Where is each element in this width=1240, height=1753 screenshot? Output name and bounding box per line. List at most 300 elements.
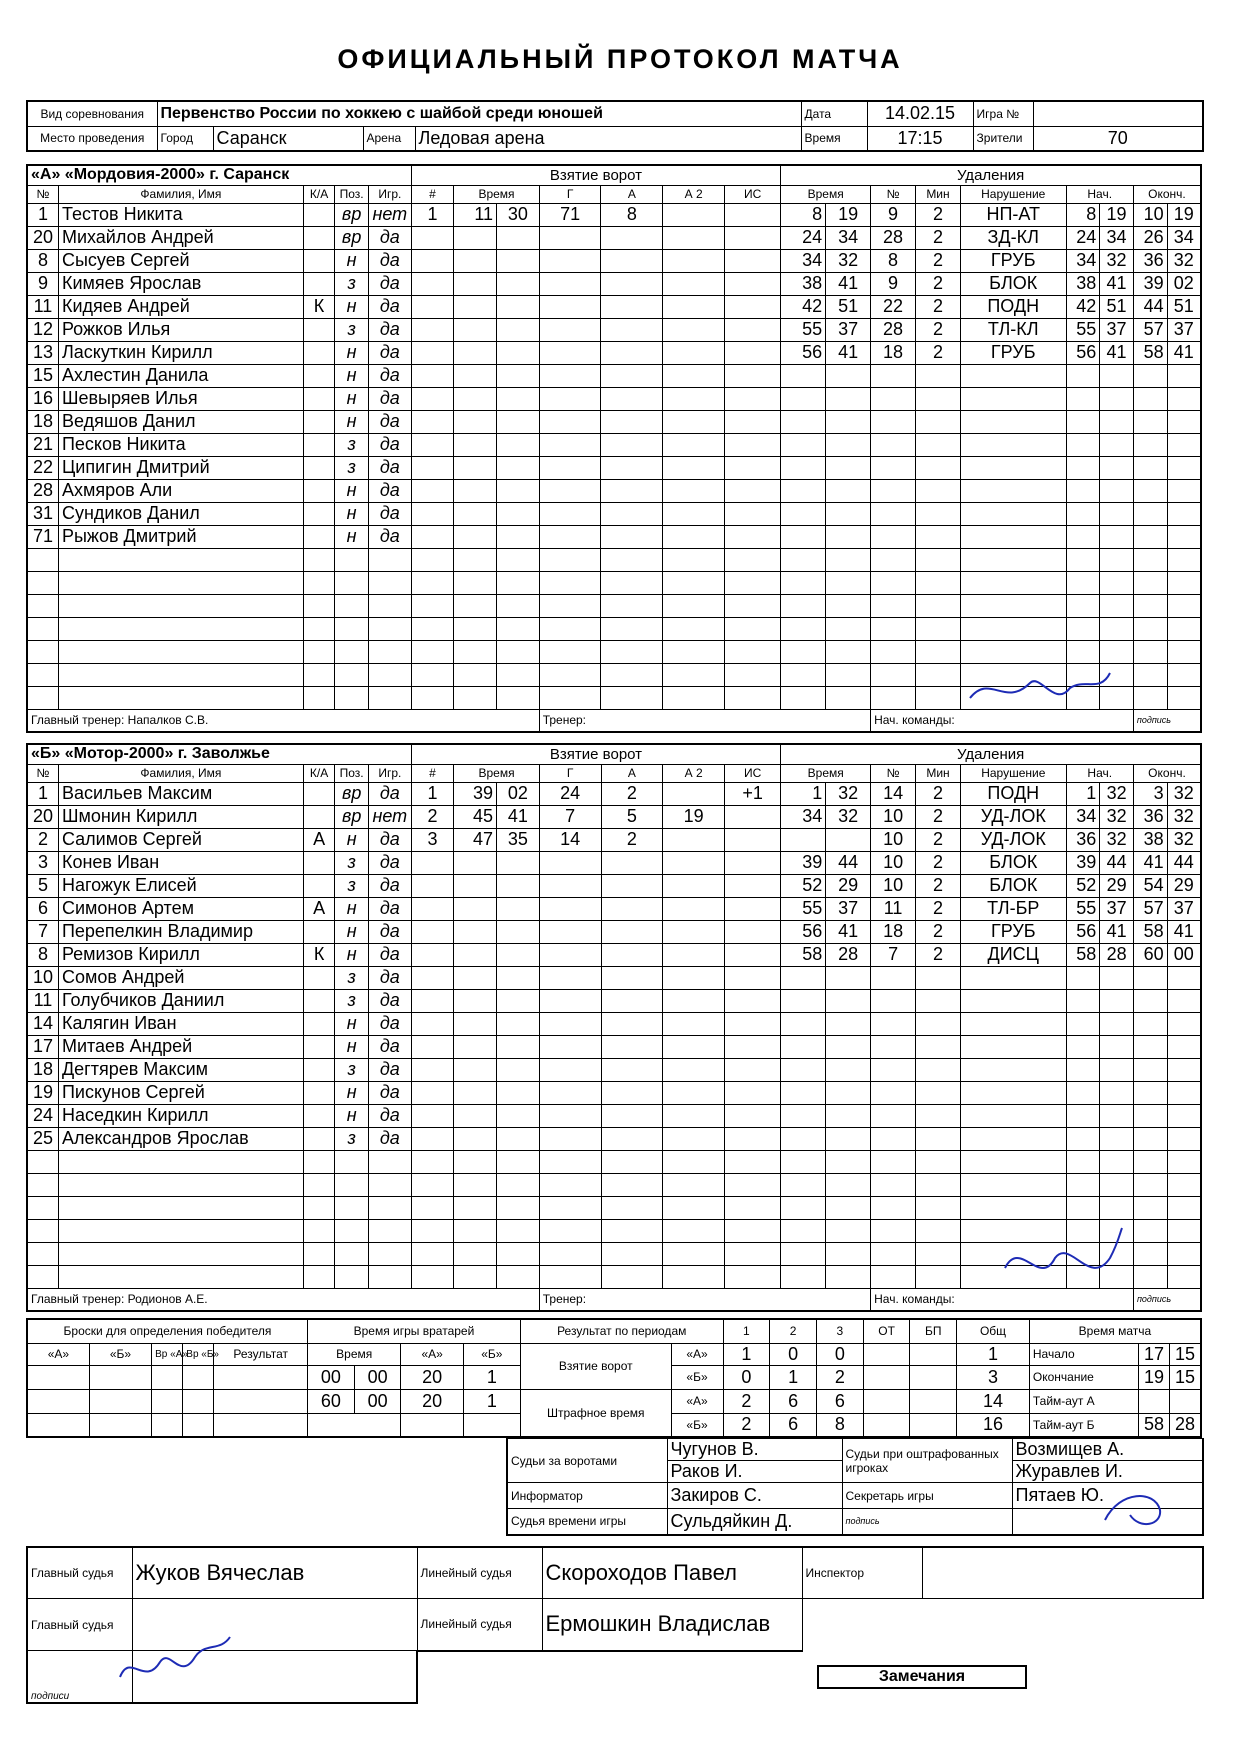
- penalty-infraction: ПОДН: [960, 782, 1066, 805]
- penalty-second: 51: [826, 295, 871, 318]
- competition-label: Вид соревнования: [27, 101, 157, 126]
- goals-a-p1: 1: [723, 1343, 770, 1365]
- player-number: 14: [27, 1012, 58, 1035]
- player-number: 9: [27, 272, 58, 295]
- player-captain: К: [303, 943, 334, 966]
- penalty-start-sec: 32: [1100, 805, 1134, 828]
- penalty-second: 32: [826, 249, 871, 272]
- referee-signature: [110, 1632, 240, 1697]
- player-played: да: [368, 943, 411, 966]
- player-position: з: [335, 456, 369, 479]
- penalty-start-min: 36: [1066, 828, 1100, 851]
- player-number: 1: [27, 782, 58, 805]
- penalty-end-sec: 37: [1167, 897, 1201, 920]
- penalty-end-sec: 41: [1167, 920, 1201, 943]
- player-position: н: [335, 1081, 369, 1104]
- goal-second: 41: [497, 805, 540, 828]
- start-label: Начало: [1029, 1343, 1138, 1365]
- player-captain: [303, 502, 334, 525]
- player-position: з: [335, 851, 369, 874]
- team-b-row: [27, 805, 1201, 828]
- player-number: 28: [27, 479, 58, 502]
- goal-assist-2: [663, 203, 725, 226]
- penalty-start-sec: 37: [1100, 318, 1134, 341]
- penalty-end-sec: 51: [1167, 295, 1201, 318]
- penalty-player: 28: [871, 318, 916, 341]
- penalty-end-min: 3: [1133, 782, 1167, 805]
- player-name: Голубчиков Даниил: [58, 989, 303, 1012]
- goals-a-label: «А»: [671, 1343, 723, 1365]
- penalty-infraction: УД-ЛОК: [960, 805, 1066, 828]
- player-position: н: [335, 387, 369, 410]
- period-results-label: Результат по периодам: [520, 1319, 723, 1343]
- team-a-col-p_time: Время: [781, 185, 871, 203]
- player-position: н: [335, 920, 369, 943]
- goal-number: 2: [411, 805, 454, 828]
- goals-a-total: 1: [957, 1343, 1030, 1365]
- goals-b-p1: 0: [723, 1365, 770, 1389]
- player-number: 25: [27, 1127, 58, 1150]
- penalty-minute: 56: [781, 920, 826, 943]
- team-b-row: [27, 782, 1201, 805]
- team-b-head-coach-label: Главный тренер:: [31, 1292, 125, 1307]
- gk-row2-min: 60: [308, 1389, 355, 1413]
- team-b-row: [27, 1127, 1201, 1150]
- penalty-end-min: 58: [1133, 341, 1167, 364]
- goal-minute: 11: [454, 203, 497, 226]
- player-number: 18: [27, 1058, 58, 1081]
- team-b-row: [27, 1012, 1201, 1035]
- penalty-infraction: ТЛ-БР: [960, 897, 1066, 920]
- player-captain: [303, 456, 334, 479]
- penalty-duration: 2: [916, 897, 961, 920]
- team-a-row: [27, 571, 1201, 594]
- player-number: 31: [27, 502, 58, 525]
- pim-a-p2: 6: [770, 1389, 817, 1413]
- penalty-player: 10: [871, 874, 916, 897]
- goals-row-label: Взятие ворот: [520, 1343, 671, 1389]
- penalty-second: 37: [826, 897, 871, 920]
- player-played: да: [368, 966, 411, 989]
- remarks-box[interactable]: [817, 1665, 1027, 1689]
- penalty-start-min: 34: [1066, 805, 1100, 828]
- penalty-minute: 1: [781, 782, 826, 805]
- team-a-row: [27, 318, 1201, 341]
- player-number: 11: [27, 295, 58, 318]
- penalty-player: 10: [871, 851, 916, 874]
- team-b-section: [26, 743, 1202, 1312]
- pim-a-total: 14: [957, 1389, 1030, 1413]
- player-position: н: [335, 897, 369, 920]
- penalty-end-sec: 41: [1167, 341, 1201, 364]
- penalty-end-min: 57: [1133, 318, 1167, 341]
- goals-b-bp: [910, 1365, 957, 1389]
- team-a-title: «А» «Мордовия-2000» г. Саранск: [27, 165, 411, 185]
- penalty-infraction: НП-АТ: [960, 203, 1066, 226]
- player-position: з: [335, 1058, 369, 1081]
- player-played: да: [368, 249, 411, 272]
- player-name: Васильев Максим: [58, 782, 303, 805]
- player-captain: [303, 433, 334, 456]
- team-a-row: [27, 433, 1201, 456]
- player-captain: [303, 966, 334, 989]
- player-number: 2: [27, 828, 58, 851]
- player-captain: К: [303, 295, 334, 318]
- player-played: да: [368, 341, 411, 364]
- player-number: 5: [27, 874, 58, 897]
- goal-scorer: 24: [539, 782, 601, 805]
- penalty-start-sec: 41: [1100, 341, 1134, 364]
- pim-b-total: 16: [957, 1413, 1030, 1437]
- team-a-row: [27, 272, 1201, 295]
- player-name: Тестов Никита: [58, 203, 303, 226]
- team-b-col-name: Фамилия, Имя: [58, 764, 303, 782]
- penalty-end-sec: 32: [1167, 805, 1201, 828]
- team-a-penalties-label: Удаления: [781, 165, 1201, 185]
- penalty-duration: 2: [916, 851, 961, 874]
- penalty-duration: 2: [916, 341, 961, 364]
- overtime-label: ОТ: [863, 1319, 910, 1343]
- player-name: Перепелкин Владимир: [58, 920, 303, 943]
- player-played: да: [368, 387, 411, 410]
- player-name: Михайлов Андрей: [58, 226, 303, 249]
- penalty-infraction: БЛОК: [960, 874, 1066, 897]
- team-b-row: [27, 897, 1201, 920]
- penalty-start-sec: 34: [1100, 226, 1134, 249]
- player-name: Рыжов Дмитрий: [58, 525, 303, 548]
- secretary-signature: [1100, 1485, 1170, 1535]
- player-name: Нагожук Елисей: [58, 874, 303, 897]
- player-name: Сысуев Сергей: [58, 249, 303, 272]
- player-name: Ведяшов Данил: [58, 410, 303, 433]
- player-number: 8: [27, 943, 58, 966]
- penalty-end-min: 38: [1133, 828, 1167, 851]
- player-number: 6: [27, 897, 58, 920]
- team-a-table: [26, 164, 1202, 733]
- player-number: 8: [27, 249, 58, 272]
- player-name: Сундиков Данил: [58, 502, 303, 525]
- penalty-start-min: 24: [1066, 226, 1100, 249]
- penalty-infraction: ТЛ-КЛ: [960, 318, 1066, 341]
- penalty-infraction: ГРУБ: [960, 249, 1066, 272]
- penalty-duration: 2: [916, 828, 961, 851]
- penalty-infraction: ПОДН: [960, 295, 1066, 318]
- penalty-end-sec: 32: [1167, 782, 1201, 805]
- goals-a-bp: [910, 1343, 957, 1365]
- team-a-row: [27, 617, 1201, 640]
- player-captain: [303, 989, 334, 1012]
- player-number: 3: [27, 851, 58, 874]
- penalty-player: 28: [871, 226, 916, 249]
- team-b-row: [27, 1196, 1201, 1219]
- inspector-label: Инспектор: [802, 1547, 922, 1599]
- penalty-judges-label: Судьи при оштрафованных игроках: [842, 1439, 1012, 1483]
- player-played: да: [368, 1058, 411, 1081]
- team-b-col-p_end: Оконч.: [1133, 764, 1201, 782]
- player-number: 22: [27, 456, 58, 479]
- so-a-label: «А»: [27, 1343, 89, 1365]
- team-b-col-g_time: Время: [454, 764, 539, 782]
- end-minute: 15: [1170, 1365, 1201, 1389]
- goals-a-ot: [863, 1343, 910, 1365]
- pim-b-p1: 2: [723, 1413, 770, 1437]
- penalty-start-min: 56: [1066, 920, 1100, 943]
- player-played: да: [368, 479, 411, 502]
- player-captain: [303, 479, 334, 502]
- so-b-label: «Б»: [89, 1343, 151, 1365]
- informer: Закиров С.: [667, 1483, 842, 1509]
- team-a-chief-label: Нач. команды:: [871, 709, 1134, 732]
- penalty-end-min: 41: [1133, 851, 1167, 874]
- player-position: н: [335, 249, 369, 272]
- goal-assist-1: 8: [601, 203, 663, 226]
- team-a-col-played: Игр.: [368, 185, 411, 203]
- team-b-signature: [1000, 1228, 1150, 1303]
- goals-b-ot: [863, 1365, 910, 1389]
- player-played: да: [368, 828, 411, 851]
- team-b-row: [27, 989, 1201, 1012]
- team-b-col-g_a2: А 2: [663, 764, 725, 782]
- goal-scorer: 7: [539, 805, 601, 828]
- goal-strength: [725, 805, 781, 828]
- team-b-signature-label: подпись: [1133, 1288, 1201, 1311]
- penalty-start-min: 52: [1066, 874, 1100, 897]
- team-b-row: [27, 851, 1201, 874]
- penalty-second: 19: [826, 203, 871, 226]
- team-a-col-num: №: [27, 185, 58, 203]
- total-label: Общ: [957, 1319, 1030, 1343]
- gk-time-label: Время: [308, 1343, 401, 1365]
- goal-strength: +1: [725, 782, 781, 805]
- team-b-goals-label: Взятие ворот: [411, 744, 781, 764]
- penalty-minute: 38: [781, 272, 826, 295]
- player-played: да: [368, 364, 411, 387]
- team-a-col-g_a2: А 2: [663, 185, 725, 203]
- player-name: Ахлестин Данила: [58, 364, 303, 387]
- goal-strength: [725, 203, 781, 226]
- penalty-start-sec: 32: [1100, 249, 1134, 272]
- pim-a-ot: [863, 1389, 910, 1413]
- player-number: 18: [27, 410, 58, 433]
- goalie-time-label: Время игры вратарей: [308, 1319, 521, 1343]
- player-position: н: [335, 410, 369, 433]
- penalty-second: 44: [826, 851, 871, 874]
- player-name: Ципигин Дмитрий: [58, 456, 303, 479]
- team-a-row: [27, 341, 1201, 364]
- penalty-start-min: 39: [1066, 851, 1100, 874]
- player-played: нет: [368, 805, 411, 828]
- goals-b-label: «Б»: [671, 1365, 723, 1389]
- team-a-col-g_is: ИС: [725, 185, 781, 203]
- team-a-col-name: Фамилия, Имя: [58, 185, 303, 203]
- penalty-duration: 2: [916, 874, 961, 897]
- player-number: 11: [27, 989, 58, 1012]
- team-b-col-p_num: №: [871, 764, 916, 782]
- goal-strength: [725, 828, 781, 851]
- secretary-label: Секретарь игры: [842, 1483, 1012, 1509]
- player-name: Наседкин Кирилл: [58, 1104, 303, 1127]
- pim-b-label: «Б»: [671, 1413, 723, 1437]
- player-played: да: [368, 1035, 411, 1058]
- team-b-col-p_start: Нач.: [1066, 764, 1133, 782]
- penalty-minute: 55: [781, 897, 826, 920]
- player-number: 71: [27, 525, 58, 548]
- page-title: ОФИЦИАЛЬНЫЙ ПРОТОКОЛ МАТЧА: [337, 44, 903, 74]
- player-played: да: [368, 318, 411, 341]
- time-label: Время: [801, 126, 867, 151]
- player-played: да: [368, 226, 411, 249]
- player-captain: [303, 874, 334, 897]
- timeout-a-label: Тайм-аут А: [1029, 1389, 1138, 1413]
- player-number: 19: [27, 1081, 58, 1104]
- player-position: н: [335, 943, 369, 966]
- player-captain: [303, 782, 334, 805]
- penalty-second: 28: [826, 943, 871, 966]
- player-name: Ласкуткин Кирилл: [58, 341, 303, 364]
- penalty-player: 9: [871, 272, 916, 295]
- team-a-row: [27, 479, 1201, 502]
- team-a-row: [27, 640, 1201, 663]
- team-a-col-p_start: Нач.: [1066, 185, 1133, 203]
- player-played: нет: [368, 203, 411, 226]
- team-b-col-g_num: #: [411, 764, 454, 782]
- player-number: 1: [27, 203, 58, 226]
- penalty-end-min: 44: [1133, 295, 1167, 318]
- penalty-minute: 34: [781, 805, 826, 828]
- player-captain: [303, 805, 334, 828]
- player-played: да: [368, 897, 411, 920]
- penalty-player: 10: [871, 828, 916, 851]
- penalty-player: 14: [871, 782, 916, 805]
- penalty-end-min: 36: [1133, 249, 1167, 272]
- goal-scorer: 71: [539, 203, 601, 226]
- penalty-end-min: 58: [1133, 920, 1167, 943]
- penalty-end-sec: 19: [1167, 203, 1201, 226]
- team-a-col-p_foul: Нарушение: [960, 185, 1066, 203]
- penalty-end-min: 26: [1133, 226, 1167, 249]
- team-a-signature: [960, 668, 1120, 723]
- team-b-col-ka: К/А: [303, 764, 334, 782]
- team-b-col-g_a: А: [601, 764, 663, 782]
- end-hour: 19: [1138, 1365, 1169, 1389]
- player-number: 21: [27, 433, 58, 456]
- team-a-row: [27, 594, 1201, 617]
- penalty-start-min: 42: [1066, 295, 1100, 318]
- goal-number: 1: [411, 203, 454, 226]
- goal-judge-2: Раков И.: [667, 1461, 842, 1483]
- gk-b-label: «Б»: [463, 1343, 520, 1365]
- penalty-start-min: 55: [1066, 897, 1100, 920]
- spectators-label: Зрители: [973, 126, 1033, 151]
- team-a-signature-label: подпись: [1133, 709, 1201, 732]
- penalty-duration: 2: [916, 249, 961, 272]
- player-position: вр: [335, 782, 369, 805]
- pim-a-p1: 2: [723, 1389, 770, 1413]
- player-name: Ахмяров Али: [58, 479, 303, 502]
- player-name: Александров Ярослав: [58, 1127, 303, 1150]
- team-a-row: [27, 364, 1201, 387]
- team-b-row: [27, 1150, 1201, 1173]
- penalty-minute: [781, 828, 826, 851]
- player-captain: [303, 1127, 334, 1150]
- player-captain: [303, 1035, 334, 1058]
- game-label: Игра №: [973, 101, 1033, 126]
- spectators: 70: [1033, 126, 1203, 151]
- penalty-player: 11: [871, 897, 916, 920]
- referee-2-label: Главный судья: [27, 1599, 132, 1651]
- end-label: Окончание: [1029, 1365, 1138, 1389]
- penalty-infraction: БЛОК: [960, 272, 1066, 295]
- goal-judges-label: Судьи за воротами: [507, 1439, 667, 1483]
- team-b-coach-label: Тренер:: [539, 1288, 870, 1311]
- goal-assist-1: 2: [601, 782, 663, 805]
- player-number: 15: [27, 364, 58, 387]
- team-a-head-coach-label: Главный тренер:: [31, 713, 125, 728]
- player-position: н: [335, 828, 369, 851]
- team-b-col-g_is: ИС: [725, 764, 781, 782]
- team-b-col-pos: Поз.: [335, 764, 369, 782]
- player-position: н: [335, 502, 369, 525]
- player-position: з: [335, 874, 369, 897]
- gk-row1-a: 20: [401, 1365, 463, 1389]
- penalty-duration: 2: [916, 805, 961, 828]
- penalty-start-sec: 28: [1100, 943, 1134, 966]
- secretary-signature-label: подпись: [842, 1509, 1012, 1535]
- penalty-start-sec: 51: [1100, 295, 1134, 318]
- penalty-infraction: ГРУБ: [960, 341, 1066, 364]
- goal-scorer: 14: [539, 828, 601, 851]
- penalty-start-min: 56: [1066, 341, 1100, 364]
- penalty-duration: 2: [916, 203, 961, 226]
- timeout-b-minute: 28: [1170, 1413, 1201, 1437]
- player-position: н: [335, 1104, 369, 1127]
- team-b-col-p_min: Мин: [916, 764, 961, 782]
- gk-row1-min: 00: [308, 1365, 355, 1389]
- team-b-col-g_g: Г: [539, 764, 601, 782]
- penalty-end-sec: 29: [1167, 874, 1201, 897]
- penalty-player: 18: [871, 341, 916, 364]
- penalty-start-sec: 41: [1100, 920, 1134, 943]
- penalty-second: [826, 828, 871, 851]
- penalty-infraction: УД-ЛОК: [960, 828, 1066, 851]
- referee-1-label: Главный судья: [27, 1547, 132, 1599]
- goal-minute: 47: [454, 828, 497, 851]
- penalty-minute: 58: [781, 943, 826, 966]
- penalty-start-min: 55: [1066, 318, 1100, 341]
- team-b-row: [27, 828, 1201, 851]
- match-header: [26, 100, 1204, 152]
- player-played: да: [368, 989, 411, 1012]
- penalty-duration: 2: [916, 782, 961, 805]
- penalty-minute: 8: [781, 203, 826, 226]
- player-captain: [303, 1012, 334, 1035]
- team-b-penalties-label: Удаления: [781, 744, 1201, 764]
- player-captain: [303, 410, 334, 433]
- goal-assist-2: [663, 828, 725, 851]
- venue-label: Место проведения: [27, 126, 157, 151]
- goal-number: 3: [411, 828, 454, 851]
- team-a-goals-label: Взятие ворот: [411, 165, 781, 185]
- penalty-end-sec: 37: [1167, 318, 1201, 341]
- goal-assist-2: [663, 782, 725, 805]
- team-b-row: [27, 920, 1201, 943]
- penalty-player: 22: [871, 295, 916, 318]
- match-time-label: Время матча: [1029, 1319, 1201, 1343]
- player-captain: А: [303, 828, 334, 851]
- inspector-value: [922, 1547, 1203, 1599]
- competition: Первенство России по хоккею с шайбой среди юношей: [157, 101, 801, 126]
- penalty-start-min: 34: [1066, 249, 1100, 272]
